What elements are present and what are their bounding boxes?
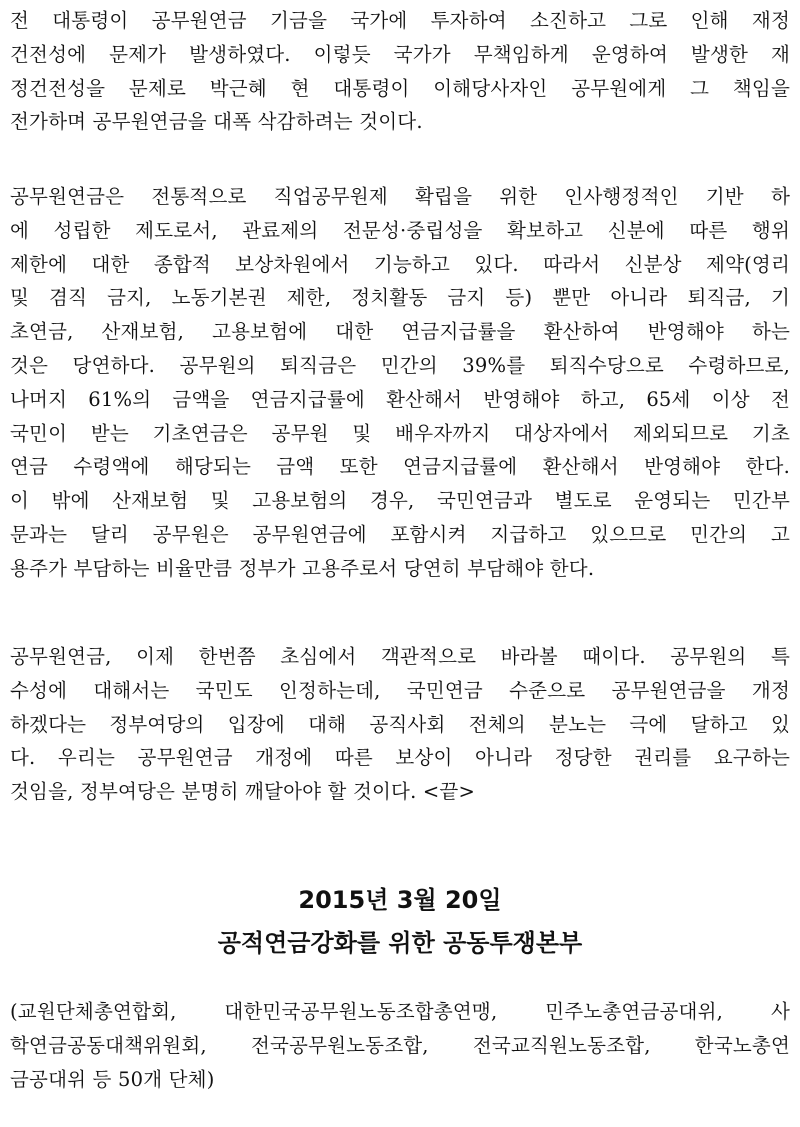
text-line: (교원단체총연합회, 대한민국공무원노동조합총연맹, 민주노총연금공대위, 사 — [10, 1000, 790, 1023]
text-line: 하겠다는 정부여당의 입장에 대해 공직사회 전체의 분노는 극에 달하고 있 — [10, 712, 790, 736]
text-line: 연금 수령액에 해당되는 금액 또한 연금지급률에 환산해서 반영해야 한다. — [10, 455, 790, 479]
text-line: 학연금공동대책위원회, 전국공무원노동조합, 전국교직원노동조합, 한국노총연 — [10, 1033, 790, 1057]
paragraph-conclusion — [10, 640, 790, 809]
text-line: 전 대통령이 공무원연금 기금을 국가에 투자하여 소진하고 그로 인해 재정 — [10, 9, 790, 32]
text-line: 것임을, 정부여당은 분명히 깨달아야 할 것이다. <끝> — [10, 780, 476, 804]
member-organizations — [10, 995, 790, 1096]
text-line: 제한에 대한 종합적 보상차원에서 기능하고 있다. 따라서 신분상 제약(영리 — [10, 252, 790, 276]
text-line: 초연금, 산재보험, 고용보험에 대한 연금지급률을 환산하여 반영해야 하는 — [10, 320, 790, 344]
text-line: 나머지 61%의 금액을 연금지급률에 환산해서 반영해야 하고, 65세 이상 전 — [10, 387, 790, 411]
text-line: 금공대위 등 50개 단체) — [10, 1067, 215, 1091]
text-line: 정건전성을 문제로 박근혜 현 대통령이 이해당사자인 공무원에게 그 책임을 — [10, 76, 790, 100]
text-line: 용주가 부담하는 비율만큼 정부가 고용주로서 당연히 부담해야 한다. — [10, 556, 595, 580]
text-line: 건전성에 문제가 발생하였다. 이렇듯 국가가 무책임하게 운영하여 발생한 재 — [10, 42, 790, 66]
paragraph-fund-depletion — [10, 4, 790, 139]
date-heading: 2015년 3월 20일 — [298, 886, 502, 914]
text-line: 국민이 받는 기초연금은 공무원 및 배우자까지 대상자에서 제외되므로 기초 — [10, 421, 790, 445]
text-line: 이 밖에 산재보험 및 고용보험의 경우, 국민연금과 별도로 운영되는 민간부 — [10, 489, 790, 513]
text-line: 수성에 대해서는 국민도 인정하는데, 국민연금 수준으로 공무원연금을 개정 — [10, 678, 790, 702]
text-line: 공무원연금, 이제 한번쯤 초심에서 객관적으로 바라볼 때이다. 공무원의 특 — [10, 645, 790, 668]
text-line: 공무원연금은 전통적으로 직업공무원제 확립을 위한 인사행정적인 기반 하 — [10, 185, 790, 208]
text-line: 및 겸직 금지, 노동기본권 제한, 정치활동 금지 등) 뿐만 아니라 퇴직금, 기 — [10, 286, 790, 310]
text-line: 문과는 달리 공무원은 공무원연금에 포함시켜 지급하고 있으므로 민간의 고 — [10, 522, 790, 546]
text-line: 전가하며 공무원연금을 대폭 삭감하려는 것이다. — [10, 110, 423, 134]
organization-heading: 공적연금강화를 위한 공동투쟁본부 — [217, 929, 583, 957]
text-line: 다. 우리는 공무원연금 개정에 따른 보상이 아니라 정당한 권리를 요구하는 — [10, 746, 790, 770]
text-line: 것은 당연하다. 공무원의 퇴직금은 민간의 39%를 퇴직수당으로 수령하므로, — [10, 353, 790, 377]
paragraph-pension-basis — [10, 180, 790, 586]
text-line: 에 성립한 제도로서, 관료제의 전문성·중립성을 확보하고 신분에 따른 행위 — [10, 218, 790, 242]
